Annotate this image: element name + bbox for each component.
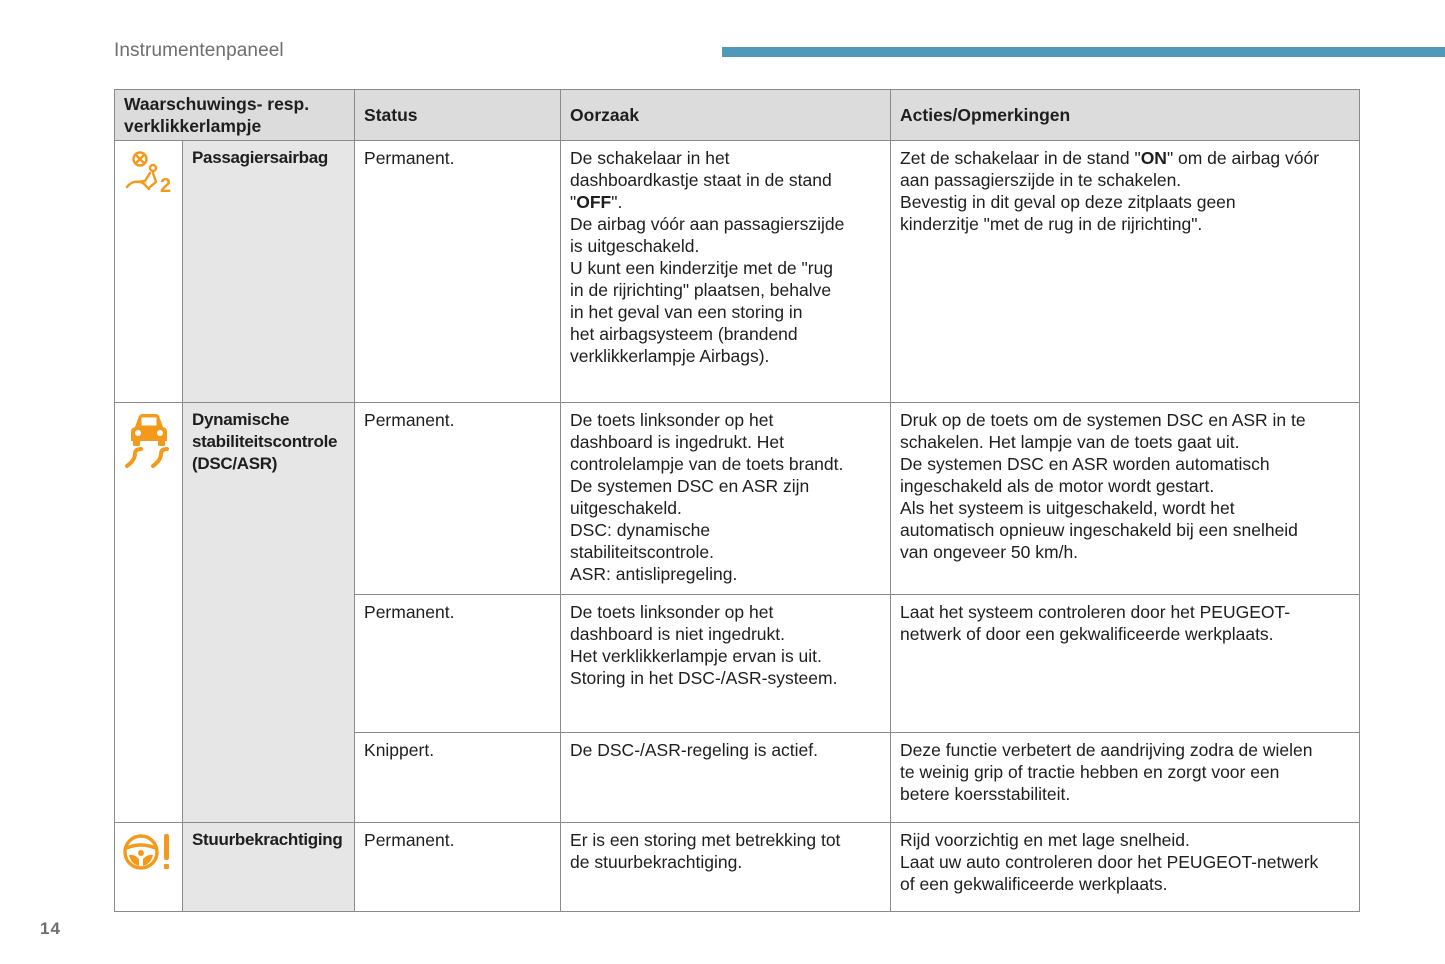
dsc-action-1: Druk op de toets om de systemen DSC en ASR in te schakelen. Het lampje van de toets gaat uit. De systemen DSC en ASR worden automatisch ingeschakeld als de motor wordt gestart. Als het systeem is uitgeschakeld, wordt het automatisch opnieuw ingeschakeld bij een snelheid van ongeveer 50 km/h.	[891, 403, 1360, 595]
airbag-action-text-rest: " om de airbag vóór aan passagierszijde in te schakelen. Bevestig in dit geval op deze zitplaats geen kinderzitje "met de rug in de rijrichting".	[900, 148, 1320, 234]
header-status: Status	[355, 90, 561, 141]
table-row	[115, 403, 1360, 595]
table-row	[115, 823, 1360, 912]
dsc-cause-3: De DSC-/ASR-regeling is actief.	[561, 733, 891, 823]
dsc-status-2: Permanent.	[355, 595, 561, 733]
dsc-action-3: Deze functie verbetert de aandrijving zodra de wielen te weinig grip of tractie hebben en zorgt voor een betere koersstabiliteit.	[891, 733, 1360, 823]
airbag-off-keyword: OFF	[576, 192, 612, 212]
dsc-lamp-name: Dynamische stabiliteitscontrole (DSC/ASR)	[183, 403, 355, 823]
header-accent-bar	[722, 47, 1445, 57]
section-title: Instrumentenpaneel	[114, 40, 284, 61]
airbag-cause	[561, 141, 891, 403]
header-lamp: Waarschuwings- resp. verklikkerlampje	[115, 90, 355, 141]
warning-lamps-table	[114, 89, 1360, 912]
page-number: 14	[40, 919, 61, 938]
airbag-status: Permanent.	[355, 141, 561, 403]
table-header-row	[115, 90, 1360, 141]
passenger-airbag-off-icon	[123, 149, 175, 195]
airbag-action-text: Zet de schakelaar in de stand "	[900, 148, 1141, 168]
header-actions: Acties/Opmerkingen	[891, 90, 1360, 141]
steering-status: Permanent.	[355, 823, 561, 912]
dsc-skid-car-icon	[123, 411, 175, 469]
steering-lamp-cell	[115, 823, 183, 912]
dsc-action-2: Laat het systeem controleren door het PEUGEOT- netwerk of door een gekwalificeerde werkplaats.	[891, 595, 1360, 733]
dsc-cause-2: De toets linksonder op het dashboard is niet ingedrukt. Het verklikkerlampje ervan is uit. Storing in het DSC-/ASR-systeem.	[561, 595, 891, 733]
dsc-status-3: Knippert.	[355, 733, 561, 823]
airbag-cause-text-rest: ". De airbag vóór aan passagierszijde is uitgeschakeld. U kunt een kinderzitje met de "rug in de rijrichting" plaatsen, behalve in het geval van een storing in het airbagsysteem (brandend verklikkerlampje Airbags).	[570, 192, 845, 366]
airbag-lamp-name: Passagiersairbag	[183, 141, 355, 403]
power-steering-warning-icon	[121, 831, 177, 873]
airbag-on-keyword: ON	[1140, 148, 1167, 168]
steering-cause: Er is een storing met betrekking tot de stuurbekrachtiging.	[561, 823, 891, 912]
steering-lamp-name: Stuurbekrachtiging	[183, 823, 355, 912]
airbag-lamp-cell	[115, 141, 183, 403]
header-cause: Oorzaak	[561, 90, 891, 141]
dsc-lamp-cell	[115, 403, 183, 823]
steering-action: Rijd voorzichtig en met lage snelheid. Laat uw auto controleren door het PEUGEOT-netwerk of een gekwalificeerde werkplaats.	[891, 823, 1360, 912]
airbag-action	[891, 141, 1360, 403]
dsc-status-1: Permanent.	[355, 403, 561, 595]
dsc-cause-1: De toets linksonder op het dashboard is ingedrukt. Het controlelampje van de toets brandt. De systemen DSC en ASR zijn uitgeschakeld. DSC: dynamische stabiliteitscontrole. ASR: antislipregeling.	[561, 403, 891, 595]
svg-text:2: 2	[159, 175, 171, 195]
table-row	[115, 141, 1360, 403]
airbag-cause-text: De schakelaar in het dashboardkastje staat in de stand "	[570, 148, 832, 212]
